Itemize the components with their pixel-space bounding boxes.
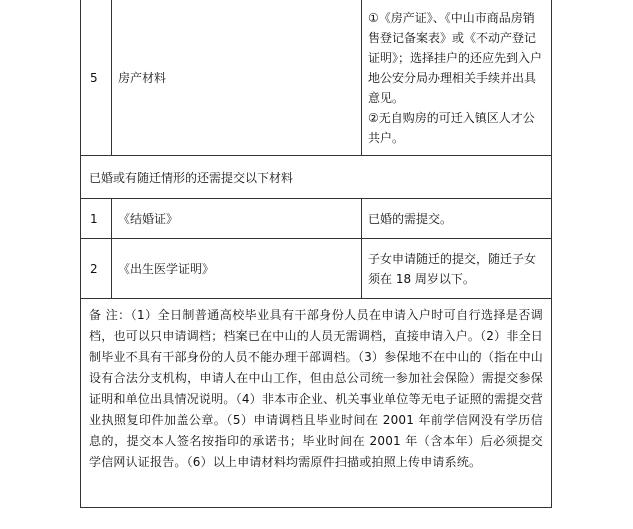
row-note <box>362 199 551 238</box>
table-row-birth <box>81 239 551 299</box>
row-name-text: 《结婚证》 <box>118 212 179 226</box>
row-note-text: 已婚的需提交。 <box>368 211 453 226</box>
section-header <box>81 156 551 198</box>
row-number <box>81 199 112 238</box>
row-note-text: 子女申请随迁的提交，随迁子女须在 18 周岁以下。 <box>368 251 537 286</box>
row-note-text: ①《房产证》、《中山市商品房销售登记备案表》或《不动产登记证明》；选择挂户的还应先到入户地公安分局办理相关手续并出具意见。 ②无自购房的可迁入镇区人才公共户。 <box>368 10 543 145</box>
row-name-text: 房产材料 <box>118 71 167 85</box>
row-number <box>81 239 112 298</box>
row-note <box>362 239 551 298</box>
row-number-text: 1 <box>90 211 98 226</box>
table-row-marriage <box>81 199 551 239</box>
section-header-row <box>81 156 551 199</box>
row-name-text: 《出生医学证明》 <box>118 262 215 276</box>
row-name <box>112 0 362 155</box>
row-number <box>81 0 112 155</box>
remarks-row <box>81 299 551 508</box>
table-row-property <box>81 0 551 156</box>
row-name <box>112 239 362 298</box>
remarks <box>81 299 551 473</box>
row-name <box>112 199 362 238</box>
materials-table <box>80 0 552 508</box>
row-note <box>362 0 551 155</box>
row-number-text: 2 <box>90 261 98 276</box>
section-header-text: 已婚或有随迁情形的还需提交以下材料 <box>89 170 294 185</box>
remarks-text: 备 注：（1）全日制普通高校毕业具有干部身份人员在申请入户时可自行选择是否调档，也可以只申请调档；档案已在中山的人员无需调档，直接申请入户。（2）非全日制毕业不具有干部身份的人员不能办理干部调档。（3）参保地不在中山的（指在中山设有合法分支机构，申请人在中山工作，但由总公司统一参加社会保险）需提交参保证明和单位出具情况说明。（4）非本市企业、机关事业单位等无电子证照的需提交营业执照复印件加盖公章。（5）申请调档且毕业时间在 2001 年前学信网没有学历信息的，提交本人签名按指印的承诺书；毕业时间在 2001 年（含本年）后必须提交学信网认证报告。（6）以上申请材料均需原件扫描或拍照上传申请系统。 <box>89 308 543 469</box>
row-number-text: 5 <box>90 70 98 85</box>
